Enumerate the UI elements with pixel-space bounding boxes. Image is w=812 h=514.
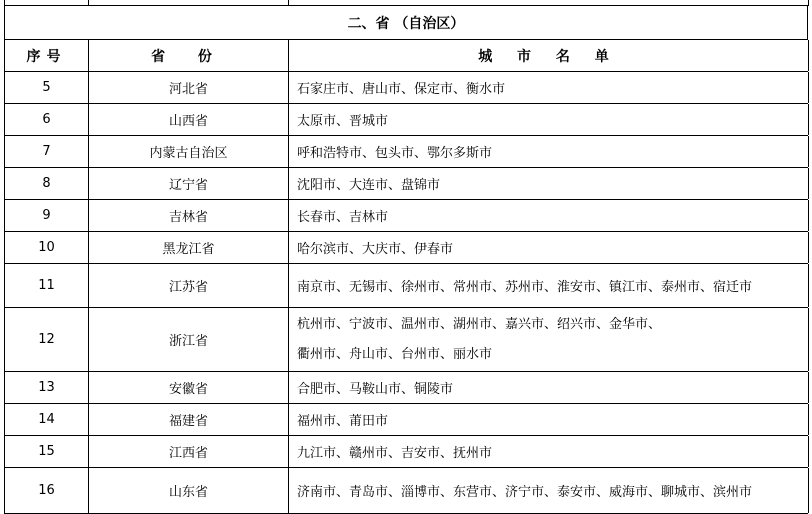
city-list-line: 沈阳市、大连市、盘锦市 xyxy=(297,178,441,193)
city-list-line: 太原市、晋城市 xyxy=(297,114,389,129)
city-list-line: 九江市、赣州市、吉安市、抚州市 xyxy=(297,446,493,461)
province-name: 山东省 xyxy=(89,468,289,513)
row-number: 12 xyxy=(5,308,89,371)
row-number: 5 xyxy=(5,72,89,103)
header-no: 序号 xyxy=(5,40,89,71)
table-row xyxy=(4,232,808,264)
row-number: 13 xyxy=(5,372,89,403)
city-list-line: 衢州市、舟山市、台州市、丽水市 xyxy=(297,346,493,362)
province-name: 江苏省 xyxy=(89,264,289,307)
row-number: 8 xyxy=(5,168,89,199)
city-list-line: 石家庄市、唐山市、保定市、衡水市 xyxy=(297,82,506,97)
row-number: 14 xyxy=(5,404,89,435)
section-title: 二、省 （自治区） xyxy=(4,6,808,40)
row-number: 10 xyxy=(5,232,89,263)
city-list xyxy=(289,72,809,103)
previous-row-stub xyxy=(4,0,808,6)
city-list xyxy=(289,436,809,467)
row-number: 6 xyxy=(5,104,89,135)
province-name: 山西省 xyxy=(89,104,289,135)
province-name: 吉林省 xyxy=(89,200,289,231)
province-name: 辽宁省 xyxy=(89,168,289,199)
table-row xyxy=(4,168,808,200)
city-list-line: 合肥市、马鞍山市、铜陵市 xyxy=(297,382,454,397)
city-list xyxy=(289,264,809,307)
table-row xyxy=(4,468,808,514)
city-list xyxy=(289,136,809,167)
table-row xyxy=(4,136,808,168)
province-name: 江西省 xyxy=(89,436,289,467)
table-row xyxy=(4,404,808,436)
city-list xyxy=(289,200,809,231)
province-name: 安徽省 xyxy=(89,372,289,403)
row-number: 15 xyxy=(5,436,89,467)
row-number: 16 xyxy=(5,468,89,513)
city-list-line: 呼和浩特市、包头市、鄂尔多斯市 xyxy=(297,146,493,161)
city-list-line: 济南市、青岛市、淄博市、东营市、济宁市、泰安市、威海市、聊城市、滨州市 xyxy=(297,485,753,500)
row-number: 9 xyxy=(5,200,89,231)
header-province: 省 份 xyxy=(89,40,289,71)
province-name: 河北省 xyxy=(89,72,289,103)
table-row xyxy=(4,200,808,232)
header-cities: 城 市 名 单 xyxy=(289,40,809,71)
city-list xyxy=(289,372,809,403)
table-row xyxy=(4,264,808,308)
table-row xyxy=(4,308,808,372)
city-list xyxy=(289,104,809,135)
city-list xyxy=(289,468,809,513)
city-list xyxy=(289,168,809,199)
city-list-line: 杭州市、宁波市、温州市、湖州市、嘉兴市、绍兴市、金华市、 xyxy=(297,316,662,332)
table-row xyxy=(4,372,808,404)
city-list xyxy=(289,308,809,371)
row-number: 7 xyxy=(5,136,89,167)
city-list-line: 南京市、无锡市、徐州市、常州市、苏州市、淮安市、镇江市、泰州市、宿迁市 xyxy=(297,280,753,295)
city-list-table xyxy=(4,0,808,514)
province-name: 内蒙古自治区 xyxy=(89,136,289,167)
table-body xyxy=(4,72,808,514)
city-list-line: 长春市、吉林市 xyxy=(297,210,389,225)
city-list-line: 福州市、莆田市 xyxy=(297,414,389,429)
city-list xyxy=(289,232,809,263)
table-row xyxy=(4,72,808,104)
province-name: 浙江省 xyxy=(89,308,289,371)
province-name: 黑龙江省 xyxy=(89,232,289,263)
table-header xyxy=(4,40,808,72)
table-row xyxy=(4,436,808,468)
row-number: 11 xyxy=(5,264,89,307)
table-row xyxy=(4,104,808,136)
city-list-line: 哈尔滨市、大庆市、伊春市 xyxy=(297,242,454,257)
province-name: 福建省 xyxy=(89,404,289,435)
city-list xyxy=(289,404,809,435)
